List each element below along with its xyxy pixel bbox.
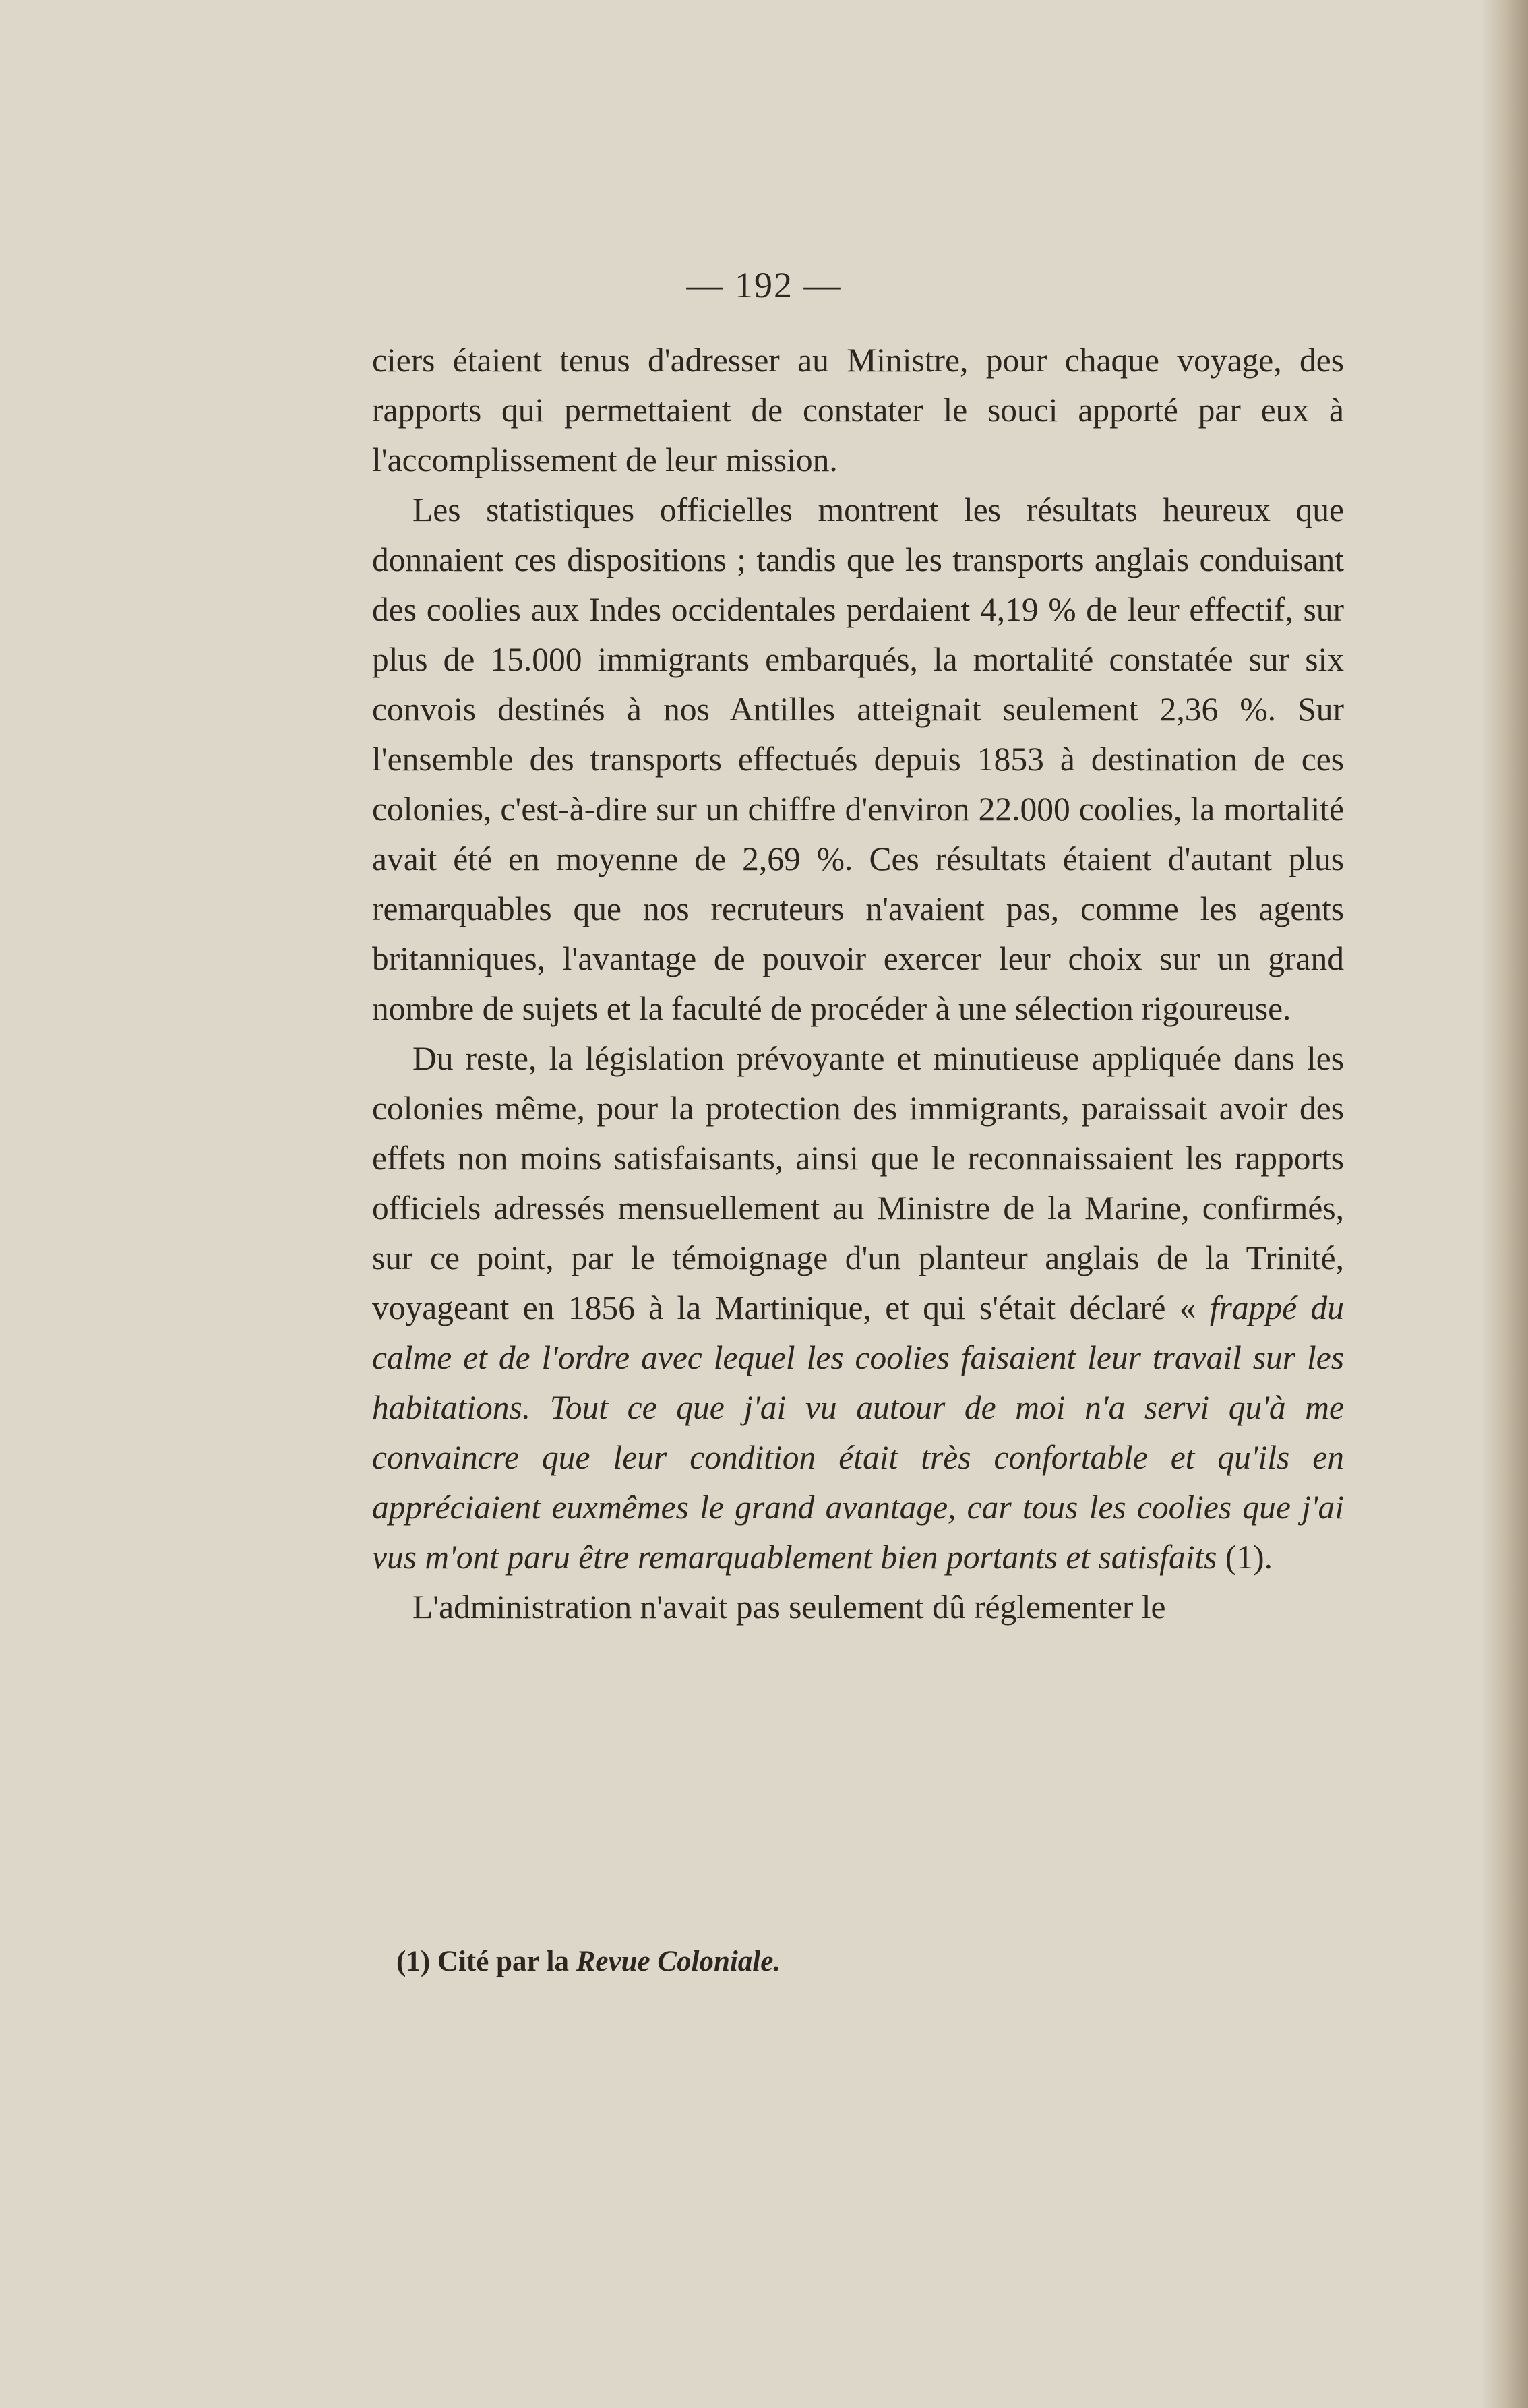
paragraph-statistics: Les statistiques officielles montrent les résultats heureux que donnaient ces dispositions ; tandis que les transports anglais conduisant des coolies aux Indes occidentales perdaient 4,19 % de leur effectif, sur plus de 15.000 immigrants embarqués, la mortalité constatée sur six convois destinés à nos Antilles atteignait seulement 2,36 %. Sur l'ensemble des transports effectués depuis 1853 à destination de ces colonies, c'est-à-dire sur un chiffre d'environ 22.000 coolies, la mortalité avait été en moyenne de 2,69 %. Ces résultats étaient d'autant plus remarquables que nos recruteurs n'avaient pas, comme les agents britanniques, l'avantage de pouvoir exercer leur choix sur un grand nombre de sujets et la faculté de procéder à une sélection rigoureuse. [372,491,1344,1027]
paragraph-legislation-text: Du reste, la législation prévoyante et minutieuse appliquée dans les colonies même, pour la protection des immigrants, paraissait avoir des effets non moins satisfaisants, ainsi que le reconnaissaient les rapports officiels adressés mensuellement au Ministre de la Marine, confirmés, sur ce point, par le témoignage d'un planteur anglais de la Trinité, voyageant en 1856 à la Martinique, et qui s'était déclaré « [372,1040,1344,1326]
paragraph-continued: ciers étaient tenus d'adresser au Ministre, pour chaque voyage, des rapports qui permettaient de constater le souci apporté par eux à l'accomplissement de leur mission. [372,342,1344,478]
footnote [396,1945,781,1978]
page-edge-shadow [1481,0,1528,2408]
footnote-text: Cité par la [430,1946,576,1977]
body-text [372,336,1344,1632]
footnote-journal: Revue Coloniale. [576,1946,781,1977]
paragraph-administration: L'administration n'avait pas seulement dû réglementer le [412,1588,1166,1626]
footnote-reference: (1). [1217,1539,1273,1576]
planter-quote: frappé du calme et de l'ordre avec lequel les coolies faisaient leur travail sur les habitations. Tout ce que j'ai vu autour de moi n'a servi qu'à me convaincre que leur condition était très confortable et qu'ils en appréciaient euxmêmes le grand avantage, car tous les coolies que j'ai vus m'ont paru être remarquablement bien portants et satisfaits [372,1289,1344,1576]
page-number: — 192 — [686,265,842,305]
paragraph-legislation [372,1034,1344,1582]
footnote-marker: (1) [396,1946,431,1977]
